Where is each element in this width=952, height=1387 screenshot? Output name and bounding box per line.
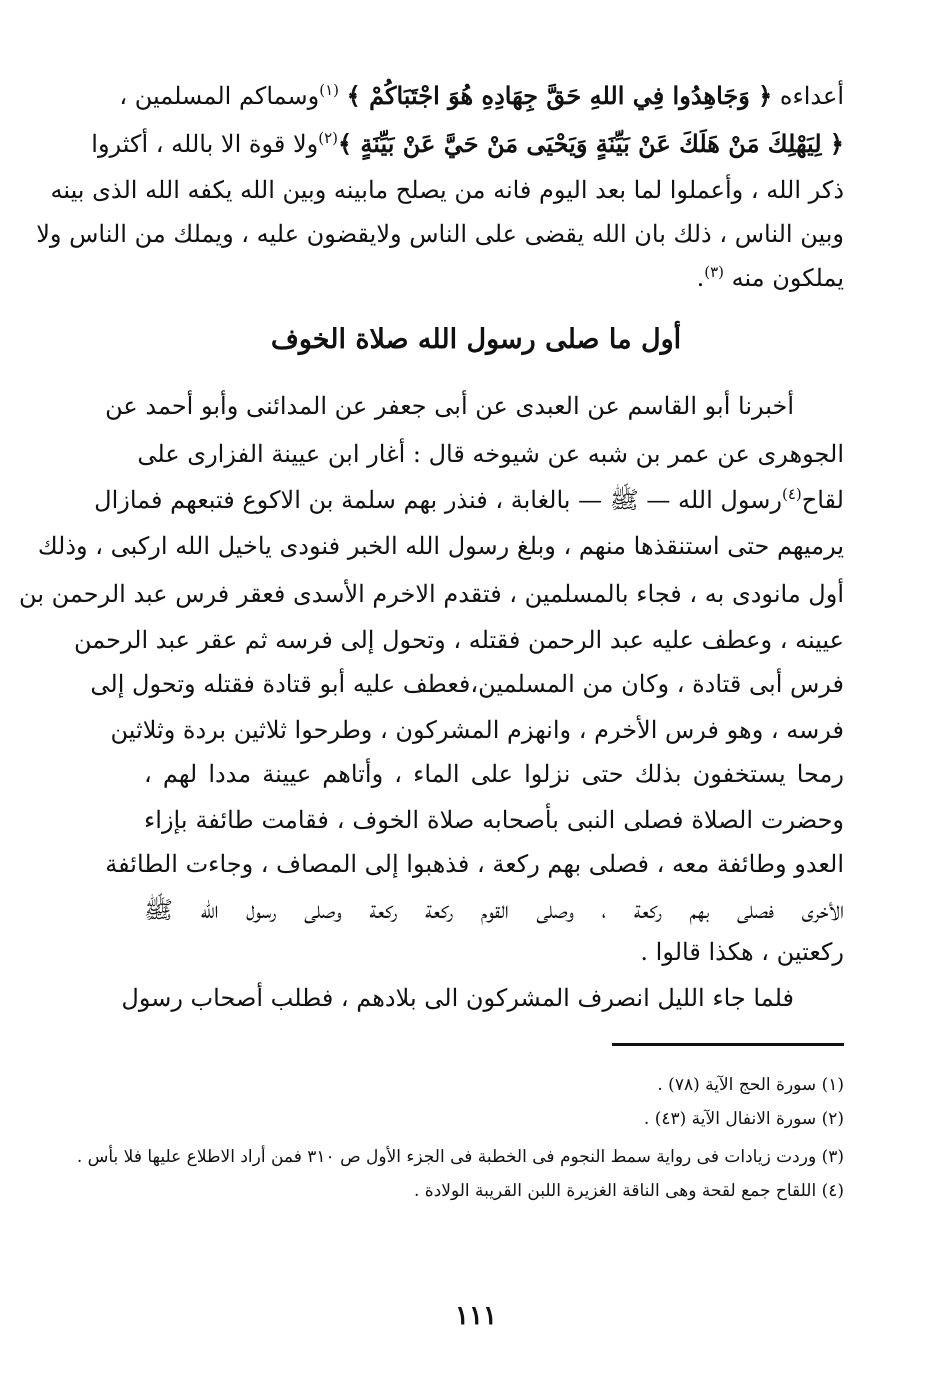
body-line-11: العدو وطائفة معه ، فصلى بهم ركعة ، فذهبوا إلى المصاف ، وجاءت الطائفة	[105, 850, 844, 878]
body-line-6: عيينه ، وعطف عليه عبد الرحمن فقتله ، وتحول إلى فرسه ثم عقر عبد الرحمن	[73, 626, 844, 654]
footnote-ref-3: (٣)	[704, 263, 724, 281]
intro-line-5-end: .	[696, 264, 705, 292]
intro-line-5	[144, 256, 844, 303]
intro-line-2	[91, 122, 844, 169]
body-line-4: يرميهم حتى استنقذها منهم ، وبلغ رسول الله الخبر فنودى ياخيل الله اركبى ، وذلك	[37, 532, 844, 560]
quran-verse: ﴿ لِيَهْلِكَ مَنْ هَلَكَ عَنْ بَيِّنَةٍ وَيَحْيَى مَنْ حَيَّ عَنْ بَيِّنَةٍ ﴾	[338, 129, 844, 158]
intro-line-1	[119, 74, 844, 121]
body-line-12: الأخرى فصلى بهم ركعة ، وصلى القوم ركعة ركعة وصلى رسول الله ﷺ	[144, 896, 844, 924]
intro-line-2-end: ولا قوة الا بالله ، أكثروا	[91, 130, 319, 158]
footnote-ref-1: (١)	[319, 81, 340, 99]
intro-line-1-end: وسماكم المسلمين ،	[119, 82, 320, 110]
body-line-3	[94, 478, 844, 525]
footnote-4: (٤) اللقاح جمع لقحة وهى الناقة الغزيرة اللبن القريبة الولادة .	[413, 1181, 844, 1201]
footnote-separator	[612, 1043, 844, 1046]
footnote-ref-2: (٢)	[318, 129, 338, 147]
body-line-1-text: أخبرنا أبو القاسم عن العبدى عن أبى جعفر عن المدائنى وأبو أحمد عن	[105, 392, 794, 420]
section-heading: أول ما صلى رسول الله صلاة الخوف	[270, 324, 682, 355]
quran-verse: ﴿ وَجَاهِدُوا فِي اللهِ حَقَّ جِهَادِهِ هُوَ اجْتَبَاكُمْ ﴾	[346, 81, 773, 110]
intro-line-3: ذكر الله ، وأعملوا لما بعد اليوم فانه من يصلح مابينه وبين الله يكفه الله الذى بينه	[50, 176, 844, 204]
body-line-7: فرس أبى قتادة ، وكان من المسلمين،فعطف عليه أبو قتادة فقتله وتحول إلى	[90, 670, 844, 698]
body-line-9: رمحا يستخفون بذلك حتى نزلوا على الماء ، وأتاهم عيينة مددا لهم ،	[144, 760, 844, 788]
body-line-10: وحضرت الصلاة فصلى النبى بأصحابه صلاة الخوف ، فقامت طائفة بإزاء	[144, 806, 844, 834]
body-line-1	[105, 384, 794, 428]
page-number: ١١١	[455, 1301, 497, 1331]
footnote-2: (٢) سورة الانفال الآية (٤٣) .	[643, 1109, 844, 1129]
intro-line-5-text: يملكون منه	[731, 264, 844, 292]
footnote-3: (٣) وردت زيادات فى رواية سمط النجوم فى الخطبة فى الجزء الأول ص ٣١٠ فمن أراد الاطلاع عليها فلا بأس .	[76, 1147, 844, 1167]
body-line-8: فرسه ، وهو فرس الأخرم ، وانهزم المشركون ، وطرحوا ثلاثين بردة وثلاثين	[110, 716, 844, 744]
footnote-1: (١) سورة الحج الآية (٧٨) .	[657, 1075, 844, 1095]
body-line-3-start: لقاح	[801, 486, 844, 514]
body-line-5: أول مانودى به ، فجاء بالمسلمين ، فتقدم الاخرم الأسدى فعقر فرس عبد الرحمن بن	[19, 580, 844, 608]
body-line-2: الجوهرى عن عمر بن شبه عن شيوخه قال : أغار ابن عيينة الفزارى على	[137, 440, 844, 468]
body-line-13: ركعتين ، هكذا قالوا .	[640, 938, 844, 966]
body-line-14: فلما جاء الليل انصرف المشركون الى بلادهم ، فطلب أصحاب رسول	[121, 984, 794, 1012]
footnote-ref-4: (٤)	[781, 485, 802, 503]
body-line-3-end: رسول الله — ﷺ — بالغابة ، فنذر بهم سلمة بن الاكوع فتبعهم فمازال	[94, 486, 782, 514]
intro-line-4: وبين الناس ، ذلك بان الله يقضى على الناس ولايقضون عليه ، ويملك من الناس ولا	[36, 220, 844, 248]
intro-line-1-start: أعداءه	[779, 82, 844, 110]
